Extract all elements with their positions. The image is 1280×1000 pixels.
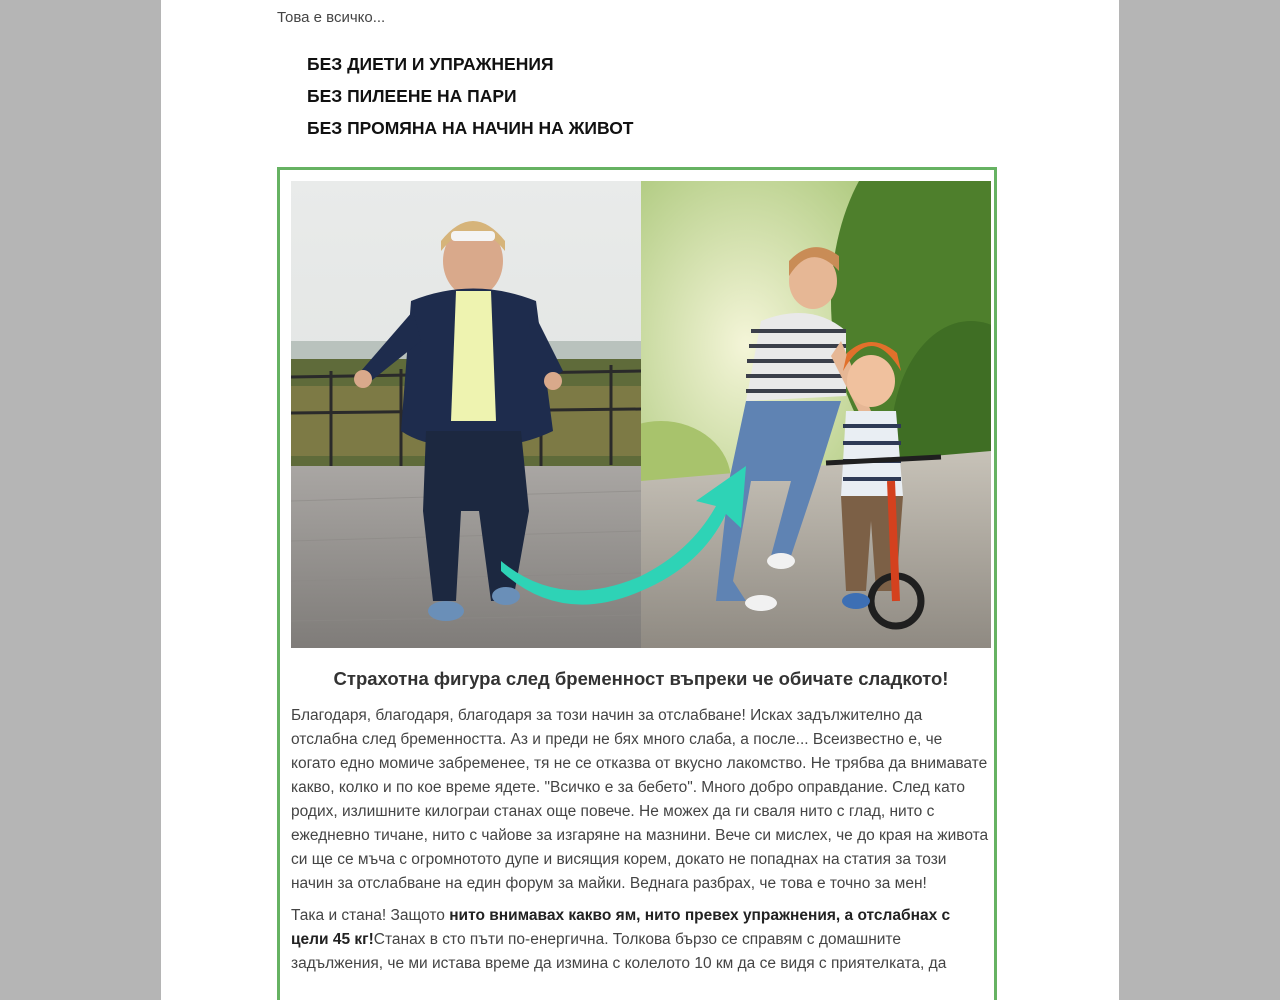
paragraph-bold-text: нито внимавах какво ям, нито превех упражнения, а отслабнах с цели 45 кг! [291,907,951,948]
testimonial-headline: Страхотна фигура след бременност въпреки че обичате сладкото! [333,668,949,689]
testimonial-paragraph: Благодаря, благодаря, благодаря за този начин за отслабване! Исках задължително да отслабна след бременността. Аз и преди не бях много слаба, а после... Всеизвестно е, че когато едно момиче забременее, тя не се отказва от вкусно лакомство. Не трябва да внимавате какво, колко и по кое време ядете. "Всичко е за бебето". Много добро оправдание. След като родих, излишните килограи станах още повече. Не можех да ги сваля нито с глад, нито с ежедневно тичане, нито с чайове за изгаряне на мазнини. Вече си мислех, че до края на живота си ще се мъча с огромнотото дупе и висящия корем, докато не попаднах на статия за този начин за отслабване на един форум за майки. Веднага разбрах, че това е точно за мен! [291,707,989,892]
before-photo [291,181,641,648]
paragraph-text: Така и стана! Защото [291,907,450,924]
testimonial-paragraph [291,904,991,976]
claim-item: БЕЗ ДИЕТИ И УПРАЖНЕНИЯ [307,54,554,74]
intro-text: Това е всичко... [277,9,386,26]
claim-item: БЕЗ ПРОМЯНА НА НАЧИН НА ЖИВОТ [307,118,634,138]
after-photo [641,181,991,648]
claim-item: БЕЗ ПИЛЕЕНЕ НА ПАРИ [307,86,517,106]
testimonial-card [277,167,997,1000]
claims-list [307,52,634,148]
article-page [161,0,1119,1000]
before-after-image [291,181,991,648]
testimonial-body [291,704,991,984]
paragraph-text: Станах в сто пъти по-енергична. Толкова бързо се справям с домашните задължения, че ми истава време да измина с колелото 10 км да се видя с приятелката, да [291,931,947,972]
